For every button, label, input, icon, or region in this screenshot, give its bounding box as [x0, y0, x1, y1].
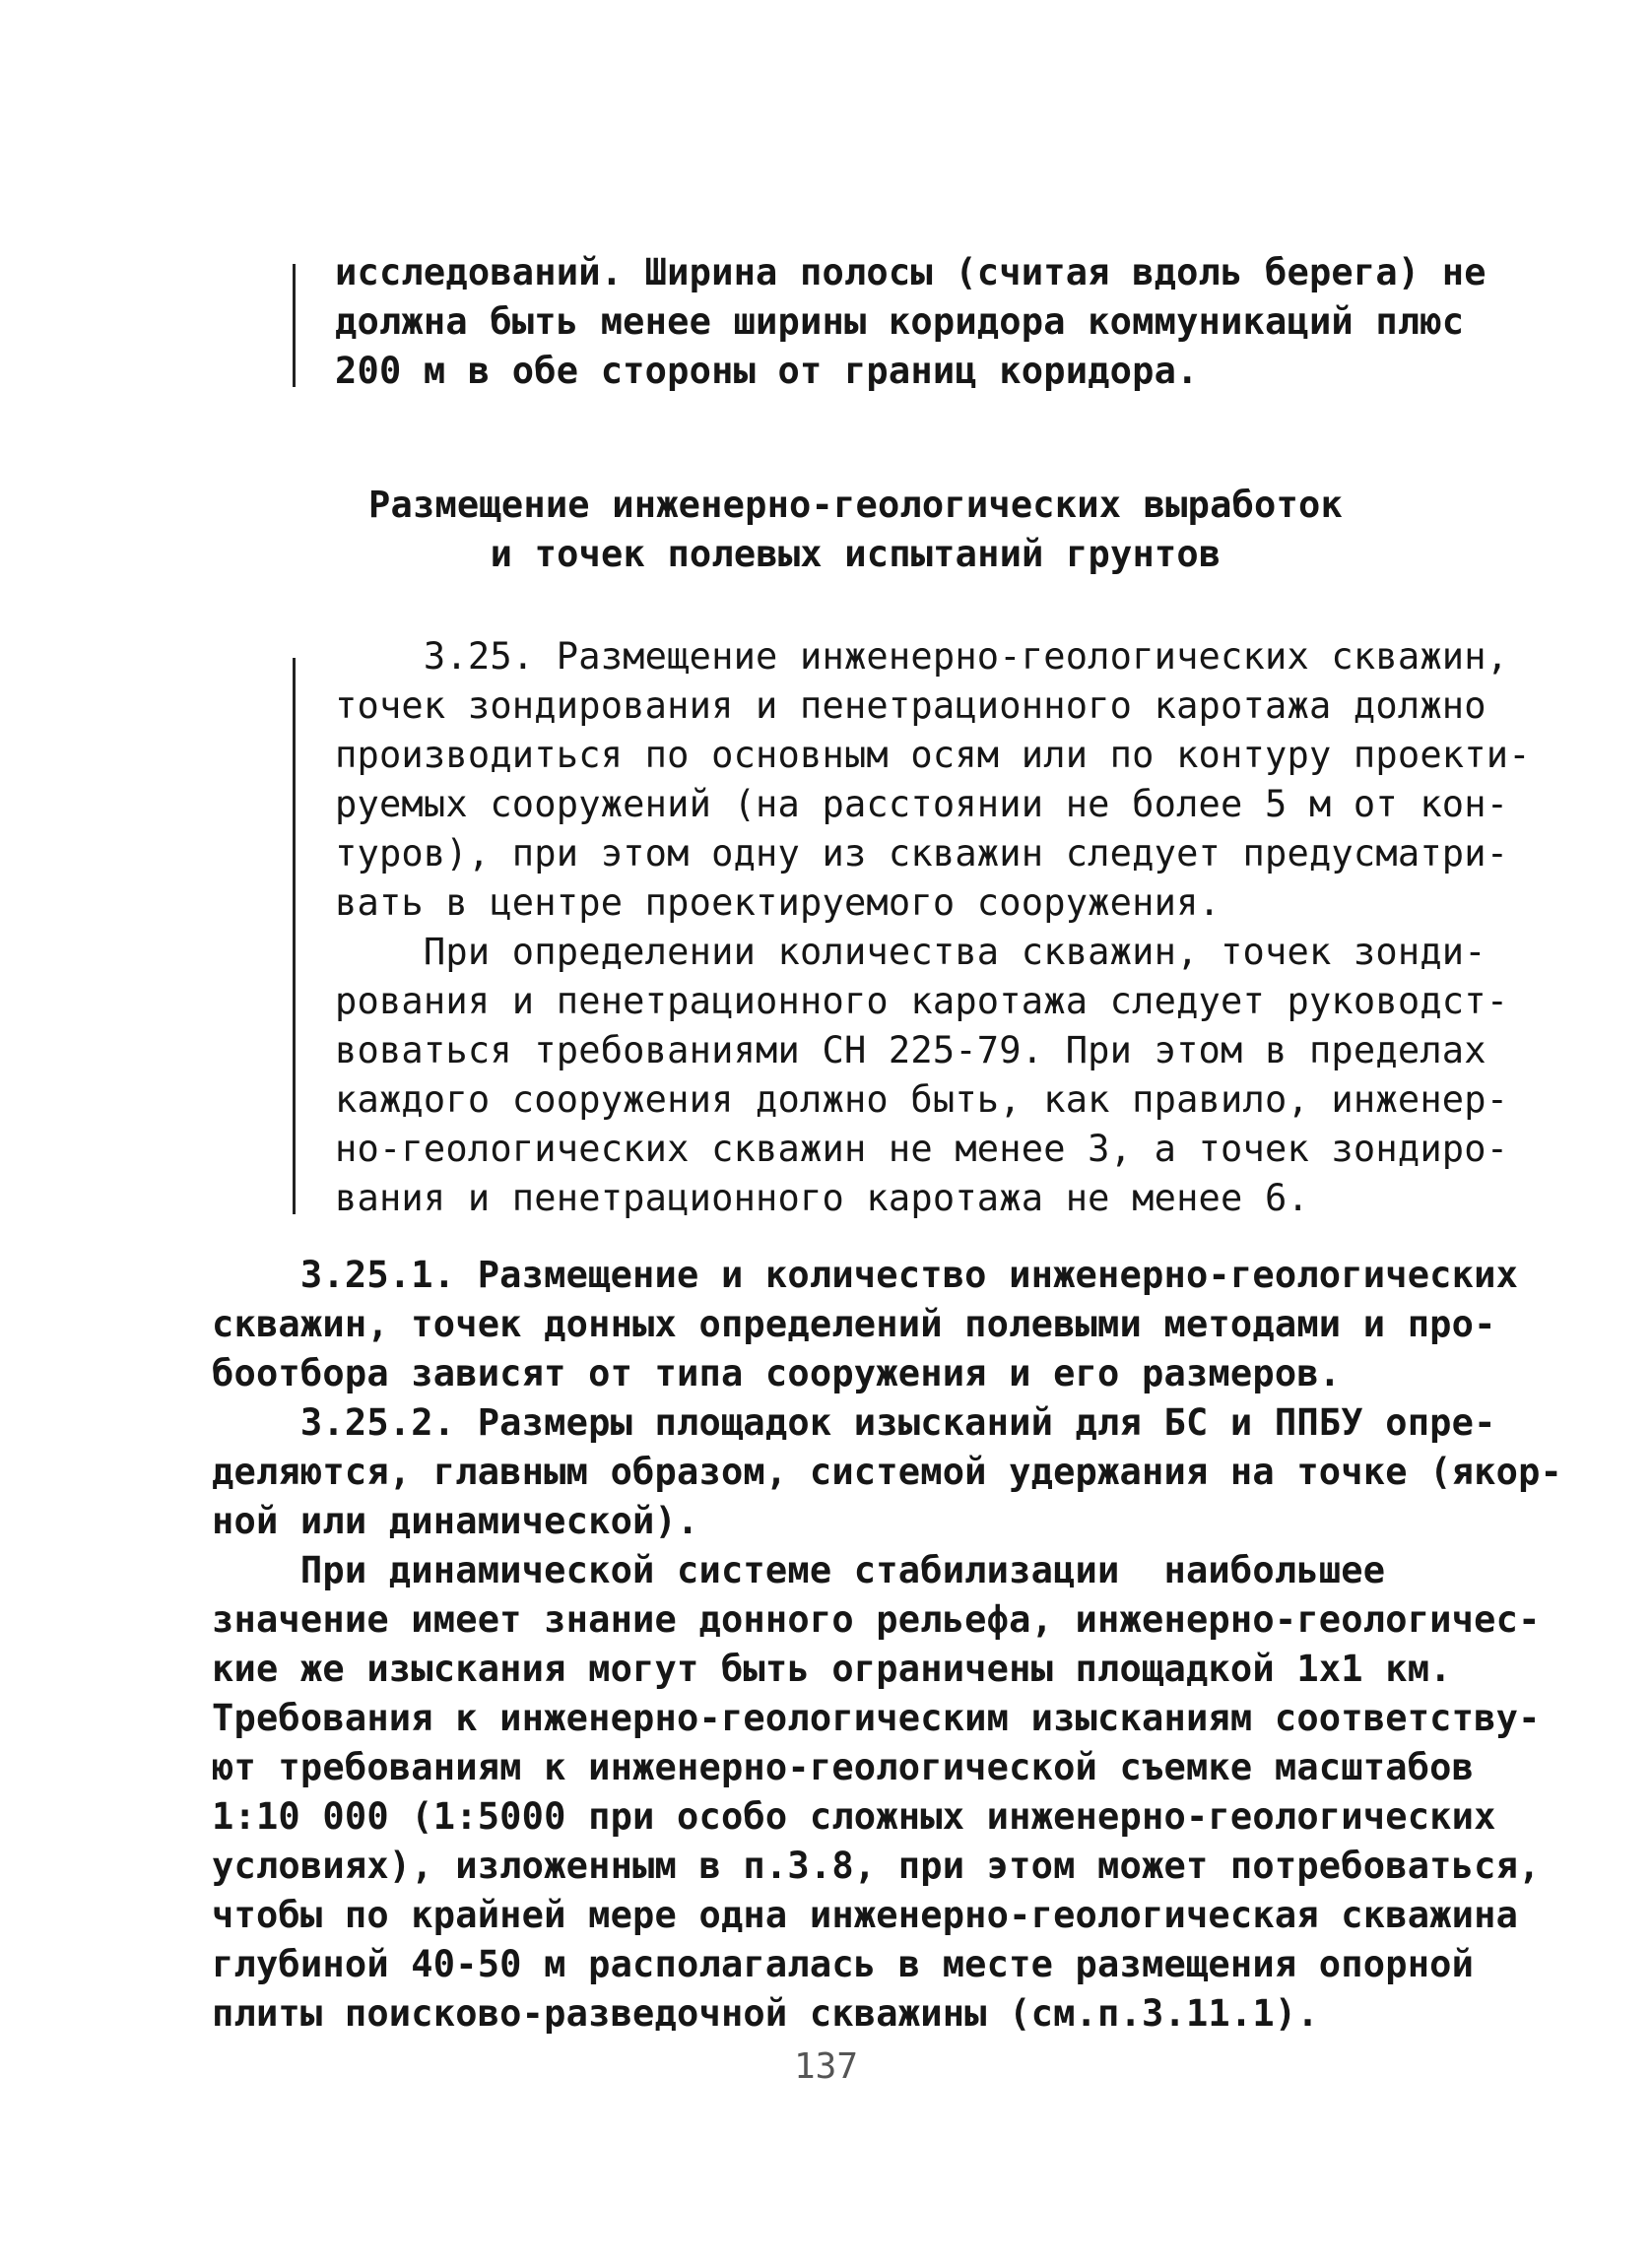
heading-line: и точек полевых испытаний грунтов [490, 533, 1222, 575]
paragraph-line: туров), при этом одну из скважин следует предусматри- [335, 832, 1509, 875]
paragraph-line: ют требованиям к инженерно-геологической съемке масштабов [212, 1746, 1475, 1788]
paragraph-line: скважин, точек донных определений полевыми методами и про- [212, 1303, 1496, 1345]
paragraph-line: боотбора зависят от типа сооружения и его размеров. [212, 1352, 1342, 1394]
paragraph-line: 3.25.1. Размещение и количество инженерно-геологических [212, 1254, 1519, 1296]
section-3-25 [335, 632, 1531, 1223]
revision-bar-section-3-25 [293, 658, 296, 1214]
paragraph-line: но-геологических скважин не менее 3, а точек зондиро- [335, 1128, 1509, 1170]
section-heading [0, 481, 1652, 579]
paragraph-line: 3.25. Размещение инженерно-геологических скважин, [335, 635, 1509, 678]
paragraph-line: вания и пенетрационного каротажа не менее 6. [335, 1177, 1309, 1219]
heading-line: Размещение инженерно-геологических выработок [368, 484, 1343, 526]
paragraph-line: Требования к инженерно-геологическим изысканиям соответству- [212, 1697, 1541, 1739]
intro-paragraph [335, 248, 1497, 396]
paragraph-line: вать в центре проектируемого сооружения. [335, 881, 1222, 924]
page-number: 137 [793, 2046, 859, 2087]
revision-bar-intro [293, 264, 296, 387]
paragraph-line: условиях), изложенным в п.3.8, при этом может потребоваться, [212, 1845, 1541, 1887]
paragraph-line: точек зондирования и пенетрационного каротажа должно [335, 684, 1487, 727]
paragraph-line: При определении количества скважин, точек зонди- [335, 931, 1487, 973]
paragraph-line: каждого сооружения должно быть, как правило, инженер- [335, 1078, 1509, 1121]
intro-line: исследований. Ширина полосы (считая вдоль берега) не [335, 251, 1487, 293]
paragraph-line: 3.25.2. Размеры площадок изысканий для БС и ППБУ опре- [212, 1401, 1496, 1444]
paragraph-line: руемых сооружений (на расстоянии не более 5 м от кон- [335, 783, 1509, 825]
paragraph-line: воваться требованиями СН 225-79. При этом в пределах [335, 1029, 1487, 1071]
intro-line: должна быть менее ширины коридора коммуникаций плюс [335, 300, 1465, 343]
paragraph-line: значение имеет знание донного рельефа, инженерно-геологичес- [212, 1598, 1541, 1641]
section-3-25-2 [212, 1398, 1563, 2039]
paragraph-line: При динамической системе стабилизации наибольшее [212, 1549, 1386, 1591]
paragraph-line: рования и пенетрационного каротажа следует руководст- [335, 980, 1509, 1022]
paragraph-line: ной или динамической). [212, 1500, 699, 1542]
paragraph-line: глубиной 40-50 м располагалась в месте размещения опорной [212, 1943, 1475, 1985]
paragraph-line: деляются, главным образом, системой удержания на точке (якор- [212, 1451, 1563, 1493]
paragraph-line: кие же изыскания могут быть ограничены площадкой 1х1 км. [212, 1648, 1452, 1690]
paragraph-line: чтобы по крайней мере одна инженерно-геологическая скважина [212, 1894, 1519, 1936]
paragraph-line: производиться по основным осям или по контуру проекти- [335, 734, 1531, 776]
section-3-25-1 [212, 1251, 1519, 1398]
paragraph-line: 1:10 000 (1:5000 при особо сложных инженерно-геологических [212, 1795, 1496, 1838]
intro-line: 200 м в обе стороны от границ коридора. [335, 350, 1199, 392]
paragraph-line: плиты поисково-разведочной скважины (см.п.3.11.1). [212, 1992, 1319, 2035]
